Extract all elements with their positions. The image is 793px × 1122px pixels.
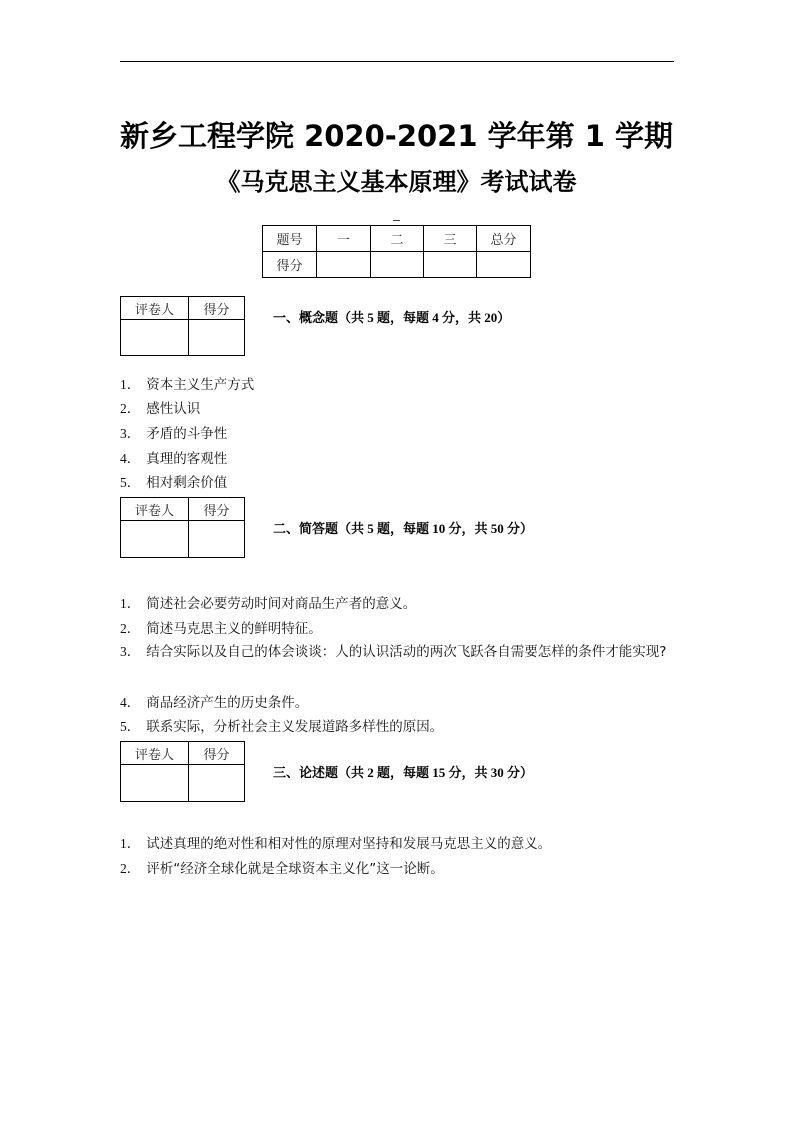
question-item: 4． 商品经济产生的历史条件。 xyxy=(120,695,309,711)
score-label: 得分 xyxy=(189,498,245,521)
grader-entry-cell[interactable] xyxy=(121,765,189,802)
score-entry-cell[interactable] xyxy=(424,252,477,278)
score-table-header-row xyxy=(263,226,531,252)
section-heading: 三、论述题（共 2 题，每题 15 分，共 30 分） xyxy=(273,765,534,780)
question-item: 5． 联系实际，分析社会主义发展道路多样性的原因。 xyxy=(120,719,444,735)
exam-subtitle: 《马克思主义基本原理》考试试卷 xyxy=(216,168,577,196)
grader-entry-cell[interactable] xyxy=(121,320,189,356)
section-heading: 二、简答题（共 5 题，每题 10 分，共 50 分） xyxy=(273,521,534,536)
score-entry-cell[interactable] xyxy=(317,252,371,278)
grader-label: 评卷人 xyxy=(121,297,189,320)
grader-box xyxy=(120,296,245,356)
question-item: 2． 简述马克思主义的鲜明特征。 xyxy=(120,621,322,637)
section-heading: 一、概念题（共 5 题，每题 4 分，共 20） xyxy=(273,310,511,325)
question-item: 3． 矛盾的斗争性 xyxy=(120,426,228,442)
score-entry-cell[interactable] xyxy=(189,765,245,802)
score-table-cell: 总分 xyxy=(477,226,531,252)
grader-entry-cell[interactable] xyxy=(121,521,189,558)
score-label: 得分 xyxy=(189,297,245,320)
score-table-cell: 题号 xyxy=(263,226,317,252)
score-summary-table xyxy=(262,225,531,278)
score-entry-cell[interactable] xyxy=(371,252,424,278)
score-entry-cell[interactable] xyxy=(477,252,531,278)
score-table-score-row xyxy=(263,252,531,278)
header-rule xyxy=(120,61,674,62)
score-label: 得分 xyxy=(189,742,245,765)
question-item: 5． 相对剩余价值 xyxy=(120,475,228,491)
score-table-cell: 三 xyxy=(424,226,477,252)
exam-title: 新乡工程学院 2020-2021 学年第 1 学期 xyxy=(119,119,674,153)
score-table-cell: 二 xyxy=(371,226,424,252)
grader-label: 评卷人 xyxy=(121,498,189,521)
stray-mark xyxy=(393,220,400,221)
score-entry-cell[interactable] xyxy=(189,320,245,356)
question-item: 1． 资本主义生产方式 xyxy=(120,377,255,393)
score-entry-cell[interactable] xyxy=(189,521,245,558)
question-item: 1． 简述社会必要劳动时间对商品生产者的意义。 xyxy=(120,596,417,612)
grader-label: 评卷人 xyxy=(121,742,189,765)
score-table-cell: 一 xyxy=(317,226,371,252)
question-item: 3． 结合实际以及自己的体会谈谈：人的认识活动的两次飞跃各自需要怎样的条件才能实现? xyxy=(120,644,667,660)
score-table-cell: 得分 xyxy=(263,252,317,278)
grader-box xyxy=(120,497,245,558)
grader-box xyxy=(120,741,245,802)
question-item: 2． 评析“经济全球化就是全球资本主义化”这一论断。 xyxy=(120,861,444,877)
question-item: 1． 试述真理的绝对性和相对性的原理对坚持和发展马克思主义的意义。 xyxy=(120,836,552,852)
question-item: 4． 真理的客观性 xyxy=(120,451,228,467)
question-item: 2． 感性认识 xyxy=(120,401,201,417)
